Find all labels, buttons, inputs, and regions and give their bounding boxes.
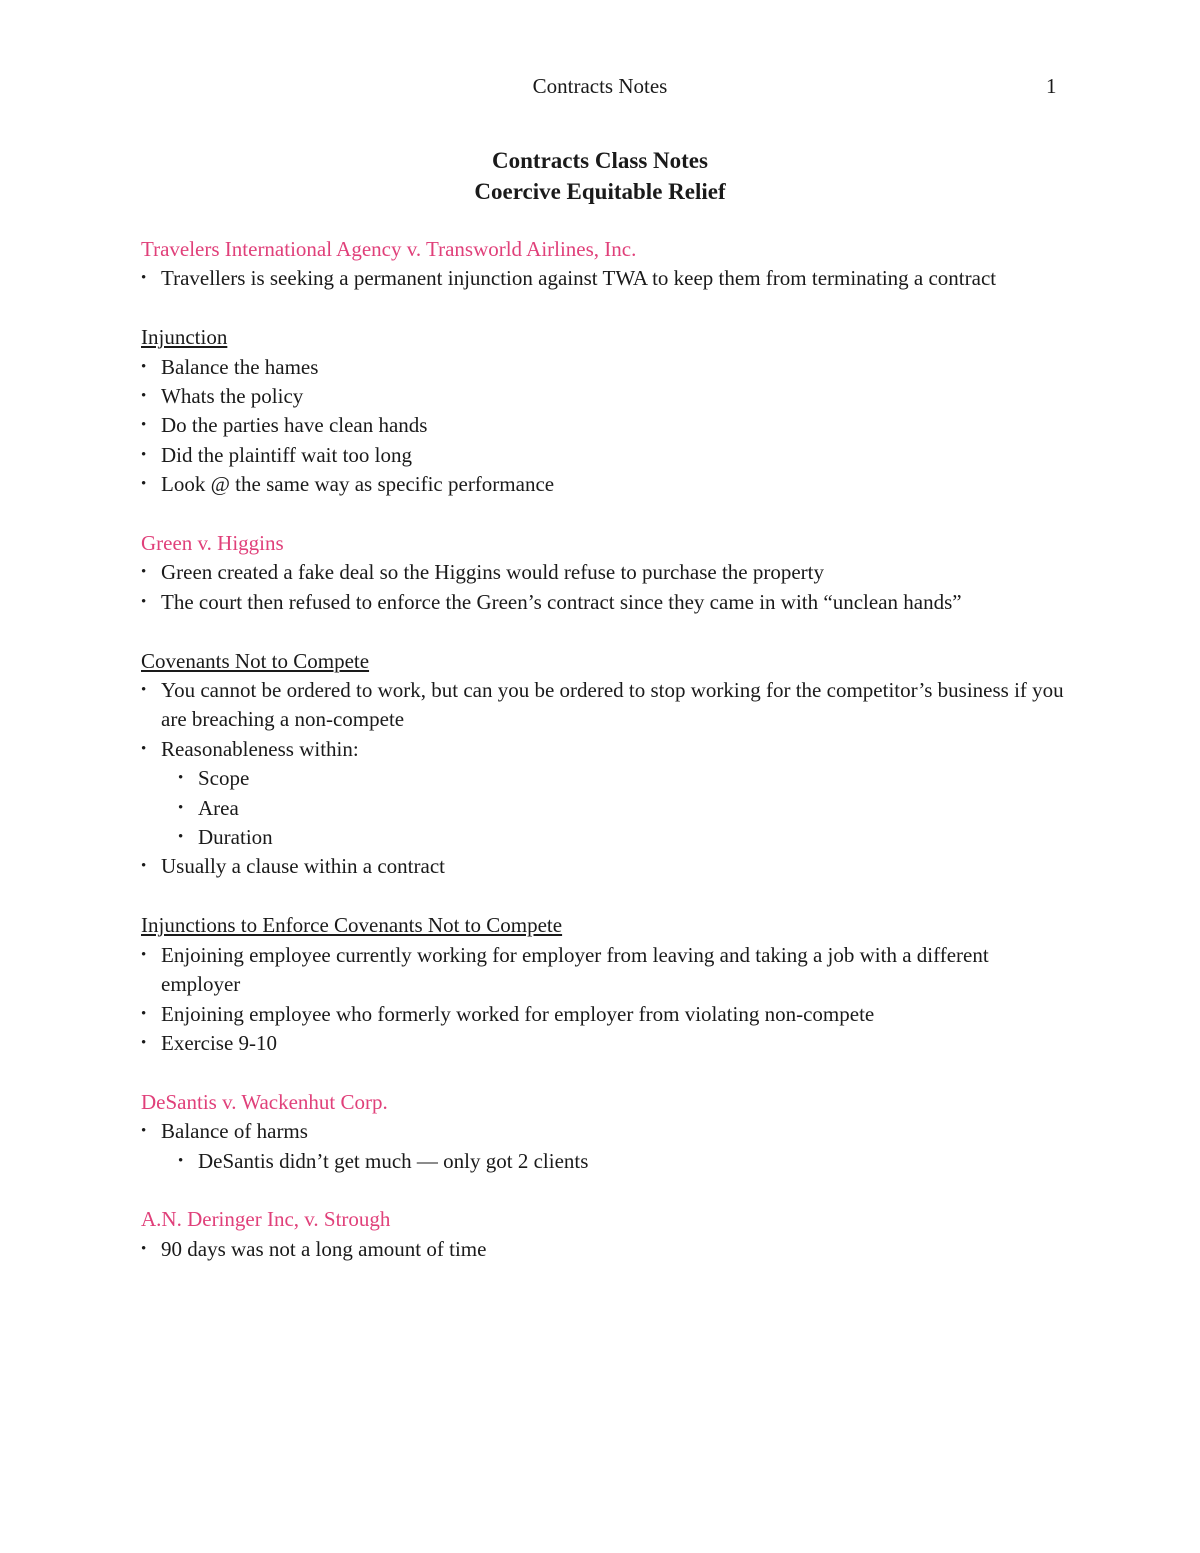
bullet-item: • Usually a clause within a contract [141, 852, 1071, 881]
bullet-item: • Exercise 9-10 [141, 1029, 1071, 1058]
section-travelers [141, 235, 1071, 294]
notes-content [141, 235, 1071, 1294]
bullet-item: • Look @ the same way as specific performance [141, 470, 1071, 499]
bullet-item: • Whats the policy [141, 382, 1071, 411]
bullet-list [141, 1117, 1071, 1176]
bullet-list [141, 941, 1071, 1059]
bullet-item: • Green created a fake deal so the Higgins would refuse to purchase the property [141, 558, 1071, 587]
topic-heading: Injunction [141, 325, 228, 350]
bullet-list [141, 676, 1071, 882]
bullet-list [141, 264, 1071, 293]
section-green [141, 529, 1071, 617]
document-titles [0, 145, 1200, 207]
bullet-item: • Do the parties have clean hands [141, 411, 1071, 440]
document-title: Contracts Class Notes [492, 148, 708, 173]
case-heading: DeSantis v. Wackenhut Corp. [141, 1089, 388, 1114]
bullet-list [141, 1235, 1071, 1264]
case-heading: A.N. Deringer Inc, v. Strough [141, 1207, 391, 1232]
bullet-item: • Did the plaintiff wait too long [141, 441, 1071, 470]
sub-bullet-list [178, 764, 1071, 852]
bullet-list [141, 558, 1071, 617]
bullet-list [141, 353, 1071, 500]
section-deringer [141, 1205, 1071, 1264]
bullet-item: • Travellers is seeking a permanent injunction against TWA to keep them from terminating a contract [141, 264, 1071, 293]
section-covenants [141, 647, 1071, 882]
bullet-item [141, 735, 1071, 853]
bullet-item: • You cannot be ordered to work, but can you be ordered to stop working for the competitor’s business if you are breaching a non-compete [141, 676, 1071, 735]
bullet-text: Balance of harms [161, 1119, 308, 1144]
sub-bullet-item: • Duration [178, 823, 1071, 852]
running-header [0, 74, 1200, 102]
sub-bullet-item: • DeSantis didn’t get much — only got 2 clients [178, 1147, 1071, 1176]
sub-bullet-item: • Scope [178, 764, 1071, 793]
bullet-item: • Enjoining employee who formerly worked for employer from violating non-compete [141, 1000, 1071, 1029]
case-heading: Travelers International Agency v. Transworld Airlines, Inc. [141, 237, 637, 261]
page-number: 1 [1046, 74, 1057, 98]
running-title: Contracts Notes [532, 74, 668, 98]
case-heading: Green v. Higgins [141, 531, 284, 556]
bullet-item [141, 1117, 1071, 1176]
topic-heading: Injunctions to Enforce Covenants Not to Compete [141, 913, 563, 938]
document-subtitle: Coercive Equitable Relief [474, 179, 726, 204]
bullet-item: • Balance the hames [141, 353, 1071, 382]
sub-bullet-list [178, 1147, 1071, 1176]
bullet-item: • Enjoining employee currently working for employer from leaving and taking a job with a different employer [141, 941, 1071, 1000]
bullet-text: Reasonableness within: [161, 736, 359, 761]
bullet-item: • 90 days was not a long amount of time [141, 1235, 1071, 1264]
sub-bullet-item: • Area [178, 794, 1071, 823]
topic-heading: Covenants Not to Compete [141, 648, 370, 673]
section-injunction [141, 323, 1071, 499]
section-injunctions-enforce [141, 911, 1071, 1058]
bullet-item: • The court then refused to enforce the Green’s contract since they came in with “unclean hands” [141, 588, 1071, 617]
section-desantis [141, 1088, 1071, 1176]
